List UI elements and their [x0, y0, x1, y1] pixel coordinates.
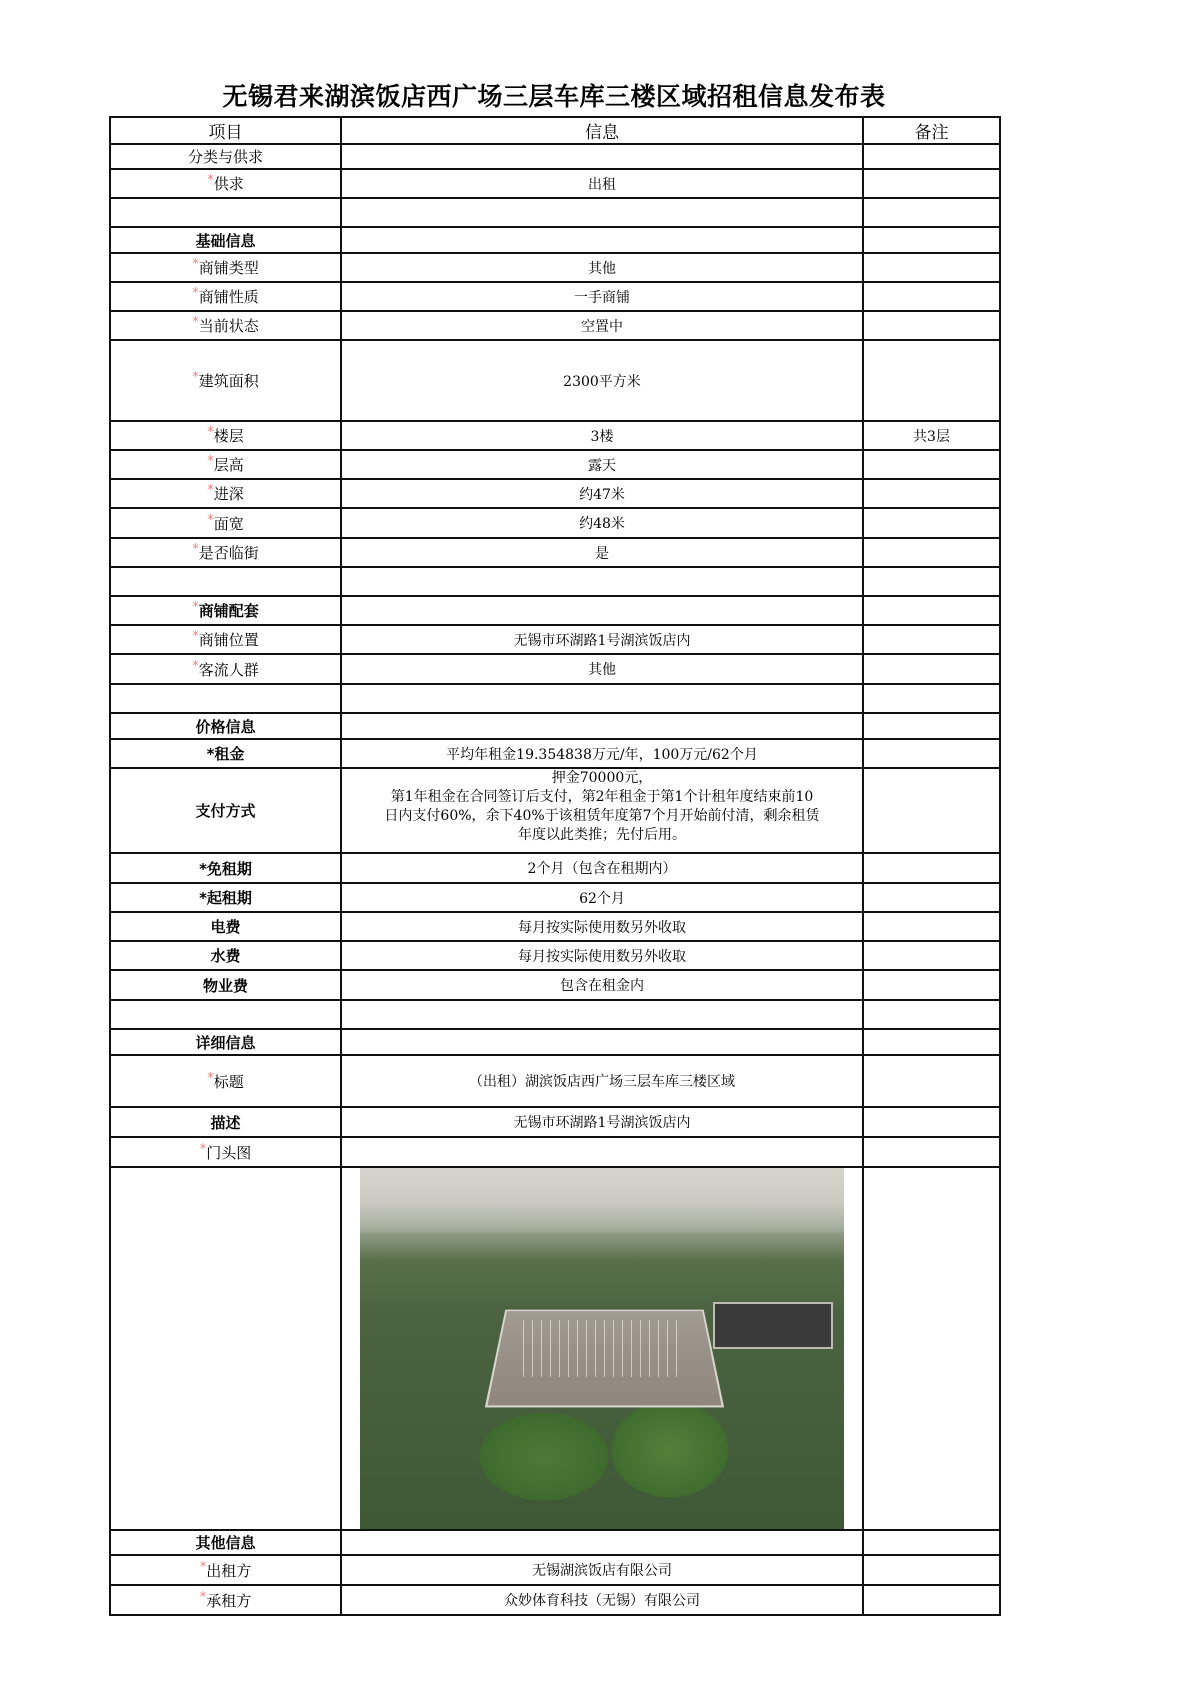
cell-empty	[341, 227, 863, 253]
table-row-image	[110, 1167, 1000, 1530]
table-row	[110, 227, 1000, 253]
value-property-fee: 包含在租金内	[341, 970, 863, 1000]
required-mark: *	[207, 1070, 214, 1086]
table-row	[110, 1137, 1000, 1167]
cell-empty	[341, 713, 863, 739]
cell-empty	[863, 1055, 1000, 1107]
required-mark: *	[207, 512, 214, 528]
required-mark: *	[192, 370, 199, 385]
value-floor: 3楼	[341, 421, 863, 450]
table-row	[110, 1107, 1000, 1137]
cell-empty	[863, 311, 1000, 340]
table-row-empty	[110, 684, 1000, 713]
cell-empty	[863, 450, 1000, 479]
table-row	[110, 853, 1000, 883]
cell-empty	[110, 198, 341, 227]
cell-empty	[863, 739, 1000, 768]
value-rent: 平均年租金19.354838万元/年，100万元/62个月	[341, 739, 863, 768]
value-description: 无锡市环湖路1号湖滨饭店内	[341, 1107, 863, 1137]
value-free-period: 2个月（包含在租期内）	[341, 853, 863, 883]
label-text: 楼层	[213, 427, 244, 445]
cell-empty	[341, 1530, 863, 1555]
cell-empty	[863, 970, 1000, 1000]
table-row	[110, 625, 1000, 654]
section-category: 分类与供求	[110, 144, 341, 169]
required-mark: *	[192, 600, 199, 615]
required-mark: *	[192, 286, 199, 301]
cell-empty	[863, 479, 1000, 508]
required-mark: *	[199, 1559, 207, 1575]
required-mark: *	[207, 483, 214, 498]
cell-empty	[863, 625, 1000, 654]
label-facilities	[110, 596, 341, 625]
label-text: 客流人群	[198, 660, 259, 679]
cell-empty	[110, 1000, 341, 1029]
table-row-empty	[110, 198, 1000, 227]
cell-empty	[863, 883, 1000, 912]
section-detail: 详细信息	[110, 1029, 341, 1055]
value-lessee: 众妙体育科技（无锡）有限公司	[341, 1585, 863, 1615]
label-text: 商铺类型	[198, 259, 259, 277]
label-supply	[110, 169, 341, 198]
label-text: 层高	[213, 456, 244, 474]
photo-annex-building	[713, 1302, 833, 1349]
label-lessor	[110, 1555, 341, 1585]
value-street: 是	[341, 538, 863, 567]
label-depth	[110, 479, 341, 508]
cell-empty	[863, 713, 1000, 739]
cell-empty	[863, 144, 1000, 169]
cell-empty	[341, 1000, 863, 1029]
label-height	[110, 450, 341, 479]
table-row	[110, 883, 1000, 912]
table-row	[110, 282, 1000, 311]
table-row	[110, 1530, 1000, 1555]
cell-empty	[110, 684, 341, 713]
table-row	[110, 1555, 1000, 1585]
cell-empty	[863, 853, 1000, 883]
value-status: 空置中	[341, 311, 863, 340]
table-row	[110, 340, 1000, 421]
table-row-empty	[110, 1000, 1000, 1029]
required-mark: *	[192, 629, 199, 644]
section-other: 其他信息	[110, 1530, 341, 1555]
label-area	[110, 340, 341, 421]
photo-parking-lines	[515, 1320, 680, 1378]
cell-empty	[863, 1555, 1000, 1585]
required-mark: *	[207, 454, 214, 469]
value-headline: （出租）湖滨饭店西广场三层车库三楼区域	[341, 1055, 863, 1107]
table-row	[110, 941, 1000, 970]
header-info: 信息	[341, 117, 863, 144]
required-mark: *	[192, 658, 199, 674]
label-water: 水费	[110, 941, 341, 970]
cell-empty	[863, 538, 1000, 567]
table-row	[110, 970, 1000, 1000]
label-customers	[110, 654, 341, 684]
cell-empty	[341, 567, 863, 596]
table-row	[110, 144, 1000, 169]
page-title: 无锡君来湖滨饭店西广场三层车库三楼区域招租信息发布表	[222, 82, 886, 111]
required-mark: *	[199, 1141, 207, 1157]
cell-empty	[863, 1000, 1000, 1029]
cell-empty	[863, 596, 1000, 625]
photo-sky-haze	[360, 1168, 844, 1233]
label-storefront	[110, 1137, 341, 1167]
table-row	[110, 654, 1000, 684]
table-row	[110, 596, 1000, 625]
cell-empty	[110, 1167, 341, 1530]
label-property-fee: 物业费	[110, 970, 341, 1000]
table-row	[110, 450, 1000, 479]
label-text: 标题	[213, 1072, 244, 1091]
payment-line: 年度以此类推；先付后用。	[518, 827, 686, 843]
label-text: 门头图	[206, 1143, 252, 1162]
cell-empty	[863, 1530, 1000, 1555]
cell-empty	[341, 596, 863, 625]
value-lease-term: 62个月	[341, 883, 863, 912]
cell-empty	[863, 654, 1000, 684]
label-free-period: *免租期	[110, 853, 341, 883]
label-text: 建筑面积	[198, 372, 259, 390]
required-mark: *	[207, 425, 214, 440]
cell-empty	[863, 1137, 1000, 1167]
required-mark: *	[192, 542, 199, 557]
value-supply: 出租	[341, 169, 863, 198]
cell-empty	[341, 1029, 863, 1055]
rental-info-table	[109, 116, 1001, 1616]
value-depth: 约47米	[341, 479, 863, 508]
cell-empty	[863, 1167, 1000, 1530]
value-electricity: 每月按实际使用数另外收取	[341, 912, 863, 941]
table-row	[110, 538, 1000, 567]
table-row	[110, 169, 1000, 198]
label-text: 当前状态	[198, 317, 259, 335]
label-shop-nature	[110, 282, 341, 311]
payment-line: 日内支付60%，余下40%于该租赁年度第7个月开始前付清，剩余租赁	[384, 808, 820, 824]
cell-empty	[863, 253, 1000, 282]
table-row	[110, 768, 1000, 853]
table-row	[110, 739, 1000, 768]
table-row	[110, 1585, 1000, 1615]
value-area: 2300平方米	[341, 340, 863, 421]
header-item: 项目	[110, 117, 341, 144]
value-height: 露天	[341, 450, 863, 479]
cell-empty	[863, 1107, 1000, 1137]
cell-empty	[863, 1029, 1000, 1055]
required-mark: *	[192, 315, 199, 330]
cell-empty	[863, 941, 1000, 970]
label-payment: 支付方式	[110, 768, 341, 853]
payment-line: 押金70000元，	[551, 770, 653, 786]
cell-empty	[863, 508, 1000, 538]
label-text: 商铺位置	[198, 631, 259, 649]
label-rent: *租金	[110, 739, 341, 768]
table-row	[110, 912, 1000, 941]
storefront-photo	[360, 1168, 844, 1529]
value-shop-nature: 一手商铺	[341, 282, 863, 311]
label-shop-type	[110, 253, 341, 282]
label-text: 面宽	[213, 514, 244, 533]
table-row-empty	[110, 567, 1000, 596]
label-status	[110, 311, 341, 340]
label-width	[110, 508, 341, 538]
header-note: 备注	[863, 117, 1000, 144]
label-street	[110, 538, 341, 567]
cell-empty	[863, 684, 1000, 713]
cell-empty	[863, 912, 1000, 941]
cell-empty	[863, 340, 1000, 421]
label-text: 供求	[213, 175, 244, 193]
value-payment	[341, 768, 863, 853]
required-mark: *	[192, 257, 199, 272]
value-lessor: 无锡湖滨饭店有限公司	[341, 1555, 863, 1585]
section-price: 价格信息	[110, 713, 341, 739]
value-width: 约48米	[341, 508, 863, 538]
cell-empty	[110, 567, 341, 596]
table-row	[110, 479, 1000, 508]
label-description: 描述	[110, 1107, 341, 1137]
table-row	[110, 1055, 1000, 1107]
label-floor	[110, 421, 341, 450]
payment-line: 第1年租金在合同签订后支付，第2年租金于第1个计租年度结束前10	[390, 789, 814, 805]
table-row	[110, 713, 1000, 739]
cell-empty	[341, 198, 863, 227]
cell-empty	[863, 567, 1000, 596]
table-row	[110, 421, 1000, 450]
table-row	[110, 311, 1000, 340]
cell-empty	[863, 198, 1000, 227]
storefront-image-cell	[341, 1167, 863, 1530]
label-text: 承租方	[206, 1591, 252, 1610]
cell-empty	[341, 1137, 863, 1167]
table-row	[110, 253, 1000, 282]
cell-empty	[341, 144, 863, 169]
required-mark: *	[199, 1589, 207, 1605]
value-customers: 其他	[341, 654, 863, 684]
label-lease-term: *起租期	[110, 883, 341, 912]
cell-empty	[863, 227, 1000, 253]
table-row	[110, 508, 1000, 538]
value-location: 无锡市环湖路1号湖滨饭店内	[341, 625, 863, 654]
label-text: 进深	[213, 485, 244, 503]
label-text: 商铺配套	[198, 602, 259, 620]
cell-empty	[863, 768, 1000, 853]
section-basic: 基础信息	[110, 227, 341, 253]
label-location	[110, 625, 341, 654]
required-mark: *	[207, 173, 214, 188]
cell-empty	[863, 282, 1000, 311]
label-lessee	[110, 1585, 341, 1615]
cell-empty	[863, 169, 1000, 198]
note-floor: 共3层	[863, 421, 1000, 450]
cell-empty	[863, 1585, 1000, 1615]
label-text: 商铺性质	[198, 288, 259, 306]
table-header-row	[110, 117, 1000, 144]
value-shop-type: 其他	[341, 253, 863, 282]
cell-empty	[341, 684, 863, 713]
label-text: 是否临街	[198, 544, 259, 562]
label-text: 出租方	[206, 1561, 252, 1580]
value-water: 每月按实际使用数另外收取	[341, 941, 863, 970]
table-row	[110, 1029, 1000, 1055]
label-electricity: 电费	[110, 912, 341, 941]
label-headline	[110, 1055, 341, 1107]
